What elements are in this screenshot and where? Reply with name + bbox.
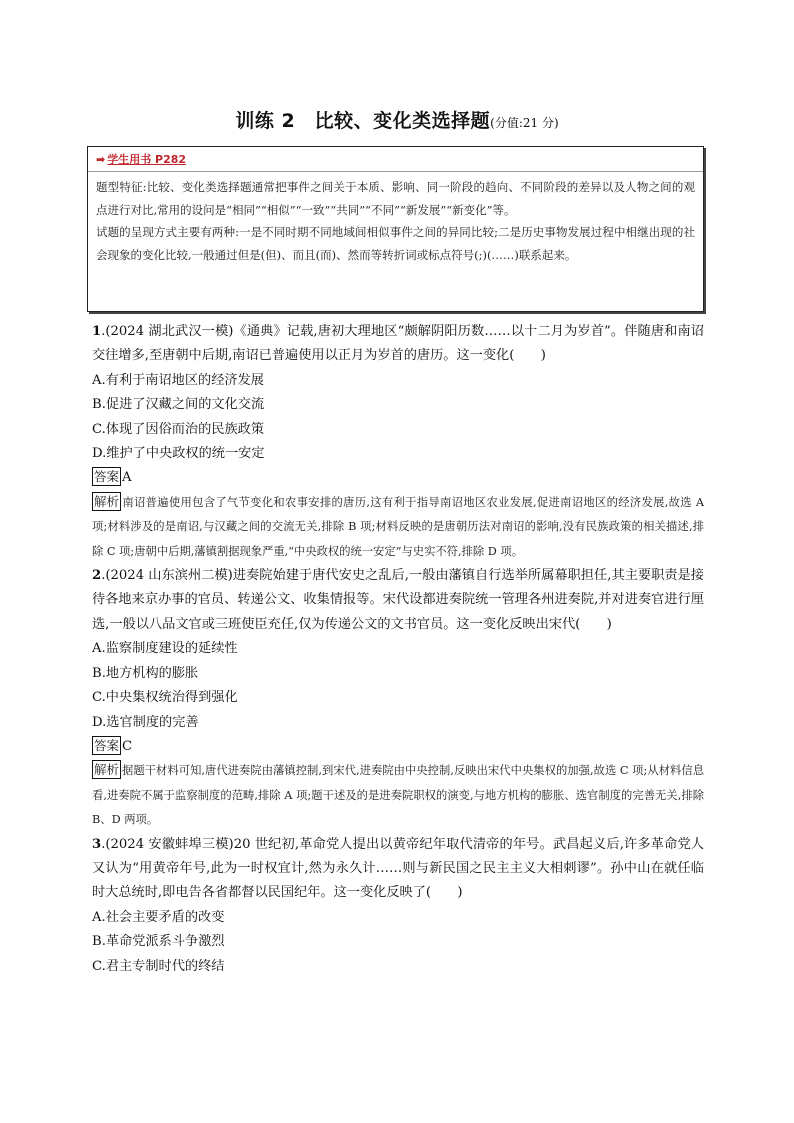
analysis-label: 解析 bbox=[94, 762, 120, 778]
student-book-tag[interactable] bbox=[96, 152, 695, 168]
option-d: D.维护了中央政权的统一安定 bbox=[92, 446, 265, 462]
option-b: B.革命党派系斗争激烈 bbox=[92, 934, 225, 950]
option-b: B.地方机构的膨胀 bbox=[92, 665, 199, 681]
analysis-text: 据题干材料可知,唐代进奏院由藩镇控制,到宋代,进奏院由中央控制,反映出宋代中央集权的加强,故选 C 项;从材料信息看,进奏院不属于监察制度的范畴,排除 A 项;题干述及的是进奏院职权的演变,与地方机构的膨胀、选官制度的完善无关,排除 B、D 两项。 bbox=[92, 764, 704, 827]
option-a: A.社会主要矛盾的改变 bbox=[92, 909, 225, 925]
option-b: B.促进了汉藏之间的文化交流 bbox=[92, 397, 265, 413]
option-a: A.监察制度建设的延续性 bbox=[92, 641, 238, 657]
question-2 bbox=[92, 564, 704, 832]
question-text: .(2024 湖北武汉一模)《通典》记载,唐初大理地区“颇解阴阳历数……以十二月为岁首”。伴随唐和南诏交往增多,至唐朝中后期,南诏已普遍使用以正月为岁首的唐历。这一变化( ) bbox=[92, 324, 704, 364]
question-type-intro-box bbox=[87, 146, 704, 312]
question-1 bbox=[92, 320, 704, 564]
analysis-text: 南诏普遍使用包含了气节变化和农事安排的唐历,这有利于指导南诏地区农业发展,促进南诏地区的经济发展,故选 A 项;材料涉及的是南诏,与汉藏之间的交流无关,排除 B 项;材料反映的是唐朝历法对南诏的影响,没有民族政策的相关描述,排除 C 项;唐朝中后期,藩镇割据现象严重,“中央政权的统一安定”与史实不符,排除 D 项。 bbox=[92, 495, 704, 558]
student-book-link[interactable]: 学生用书 P282 bbox=[107, 153, 187, 166]
analysis-label: 解析 bbox=[94, 493, 120, 509]
option-c: C.君主专制时代的终结 bbox=[92, 958, 225, 974]
question-3 bbox=[92, 833, 704, 979]
arrow-right-icon: ➡ bbox=[96, 153, 106, 166]
title-block bbox=[0, 106, 794, 133]
page-title: 训练 2 比较、变化类选择题 bbox=[235, 110, 491, 132]
answer-line bbox=[92, 735, 704, 759]
option-d: D.选官制度的完善 bbox=[92, 714, 199, 730]
answer-value: C bbox=[122, 738, 133, 754]
analysis bbox=[92, 491, 704, 564]
option-c: C.中央集权统治得到强化 bbox=[92, 690, 238, 706]
page-title-score: (分值:21 分) bbox=[490, 116, 559, 130]
intro-paragraph-forms: 试题的呈现方式主要有两种:一是不同时期不同地域间相似事件之间的异同比较;二是历史事物发展过程中相继出现的社会现象的变化比较,一般通过但是(但)、而且(而)、然而等转折词或标点符号(;)(……)联系起来。 bbox=[96, 225, 695, 262]
questions-list bbox=[92, 320, 704, 979]
question-number: 3 bbox=[92, 836, 102, 852]
question-stem bbox=[92, 833, 704, 906]
question-stem bbox=[92, 320, 704, 369]
intro-divider bbox=[88, 171, 703, 172]
question-number: 2 bbox=[92, 568, 102, 584]
question-number: 1 bbox=[92, 324, 102, 339]
answer-line bbox=[92, 466, 704, 490]
answer-label: 答案 bbox=[94, 469, 120, 485]
analysis bbox=[92, 759, 704, 832]
answer-label: 答案 bbox=[94, 737, 120, 753]
intro-paragraph-features: 题型特征:比较、变化类选择题通常把事件之间关于本质、影响、同一阶段的趋向、不同阶段的差异以及人物之间的观点进行对比,常用的设问是“相同”“相似”“一致”“共同”“不同”“新发展”“新变化”等。 bbox=[96, 180, 695, 217]
question-text: .(2024 山东滨州二模)进奏院始建于唐代安史之乱后,一般由藩镇自行选举所属幕职担任,其主要职责是接待各地来京办事的官员、转递公文、收集情报等。宋代设都进奏院统一管理各州进奏院,并对进奏官进行厘选,一般以八品文官或三班使臣充任,仅为传递公文的文书官员。这一变化反映出宋代( ) bbox=[92, 568, 704, 632]
option-a: A.有利于南诏地区的经济发展 bbox=[92, 372, 264, 388]
question-text: .(2024 安徽蚌埠三模)20 世纪初,革命党人提出以黄帝纪年取代清帝的年号。武昌起义后,许多革命党人又认为“用黄帝年号,此为一时权宜计,然为永久计……则与新民国之民主主义大相刺谬”。孙中山在就任临时大总统时,即电告各省都督以民国纪年。这一变化反映了( ) bbox=[92, 836, 704, 901]
option-c: C.体现了因俗而治的民族政策 bbox=[92, 421, 265, 437]
question-stem bbox=[92, 564, 704, 637]
answer-value: A bbox=[122, 470, 132, 486]
